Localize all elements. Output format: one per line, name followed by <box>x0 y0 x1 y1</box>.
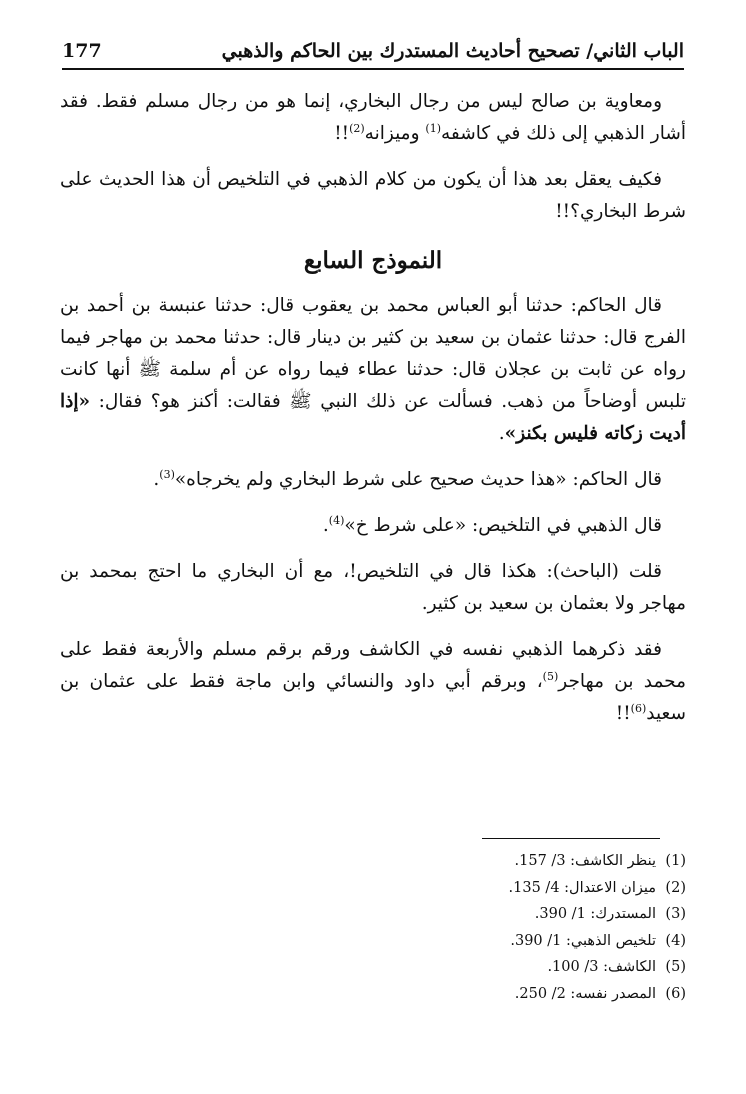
main-text <box>60 86 686 744</box>
footnote-item: (4)تلخيص الذهبي: 1/ 390. <box>510 932 686 949</box>
footnote-ref-6: (6) <box>630 701 647 715</box>
footnote-ref-3: (3) <box>159 467 175 481</box>
footnote-ref-1: (1) <box>425 121 441 135</box>
footnotes <box>326 848 686 1007</box>
paragraph-2: فكيف يعقل بعد هذا أن يكون من كلام الذهبي في التلخيص أن هذا الحديث على شرط البخاري؟!! <box>60 169 686 222</box>
footnote-ref-2: (2) <box>349 121 365 135</box>
page-number: 177 <box>62 40 102 62</box>
paragraph-4: قال الحاكم: «هذا حديث صحيح على شرط البخاري ولم يخرجاه»$^{(3)}$. <box>153 467 662 490</box>
footnote-item: (2)ميزان الاعتدال: 4/ 135. <box>508 879 686 896</box>
footnote-item: (3)المستدرك: 1/ 390. <box>534 906 686 922</box>
paragraph-6: قلت (الباحث): هكذا قال في التلخيص!، مع أن البخاري ما احتج بمحمد بن مهاجر ولا بعثمان بن سعيد بن كثير. <box>60 561 686 614</box>
footnote-item: (1)ينظر الكاشف: 3/ 157. <box>514 853 686 869</box>
chapter-title: الباب الثاني/ تصحيح أحاديث المستدرك بين الحاكم والذهبي <box>221 40 684 62</box>
footnote-separator <box>482 838 660 839</box>
paragraph-1: ومعاوية بن صالح ليس من رجال البخاري، إنما هو من رجال مسلم فقط. فقد أشار الذهبي إلى ذلك في كاشفه$^{(1)}$ وميزانه$^{(2)}$!! <box>60 91 686 144</box>
section-heading: النموذج السابع <box>303 247 443 274</box>
paragraph-3: قال الحاكم: حدثنا أبو العباس محمد بن يعقوب قال: حدثنا عنبسة بن أحمد بن الفرج قال: حدثنا عثمان بن سعيد بن كثير بن دينار قال: حدثنا محمد بن مهاجر فيما رواه عن ثابت بن عجلان قال: حدثنا عطاء فيما رواه عن أم سلمة ﷺ أنها كانت تلبس أوضاحاً من ذهب. فسألت عن ذلك النبي ﷺ فقالت: أكنز هو؟ فقال: «إذا أديت زكاته فليس بكنز». <box>60 295 686 444</box>
footnote-item: (6)المصدر نفسه: 2/ 250. <box>514 985 686 1002</box>
paragraph-5: قال الذهبي في التلخيص: «على شرط خ»$^{(4)}$. <box>322 513 662 536</box>
footnote-item: (5)الكاشف: 3/ 100. <box>547 959 686 975</box>
footnote-ref-4: (4) <box>328 513 345 527</box>
footnote-ref-5: (5) <box>542 669 559 683</box>
paragraph-7: فقد ذكرهما الذهبي نفسه في الكاشف ورقم برقم مسلم والأربعة فقط على محمد بن مهاجر$^{(5)}$، وبرقم أبي داود والنسائي وابن ماجة فقط على عثمان بن سعيد$^{(6)}$!! <box>60 639 687 724</box>
running-header <box>62 36 684 70</box>
hadith-quote: «إذا أديت زكاته فليس بكنز» <box>60 391 686 444</box>
